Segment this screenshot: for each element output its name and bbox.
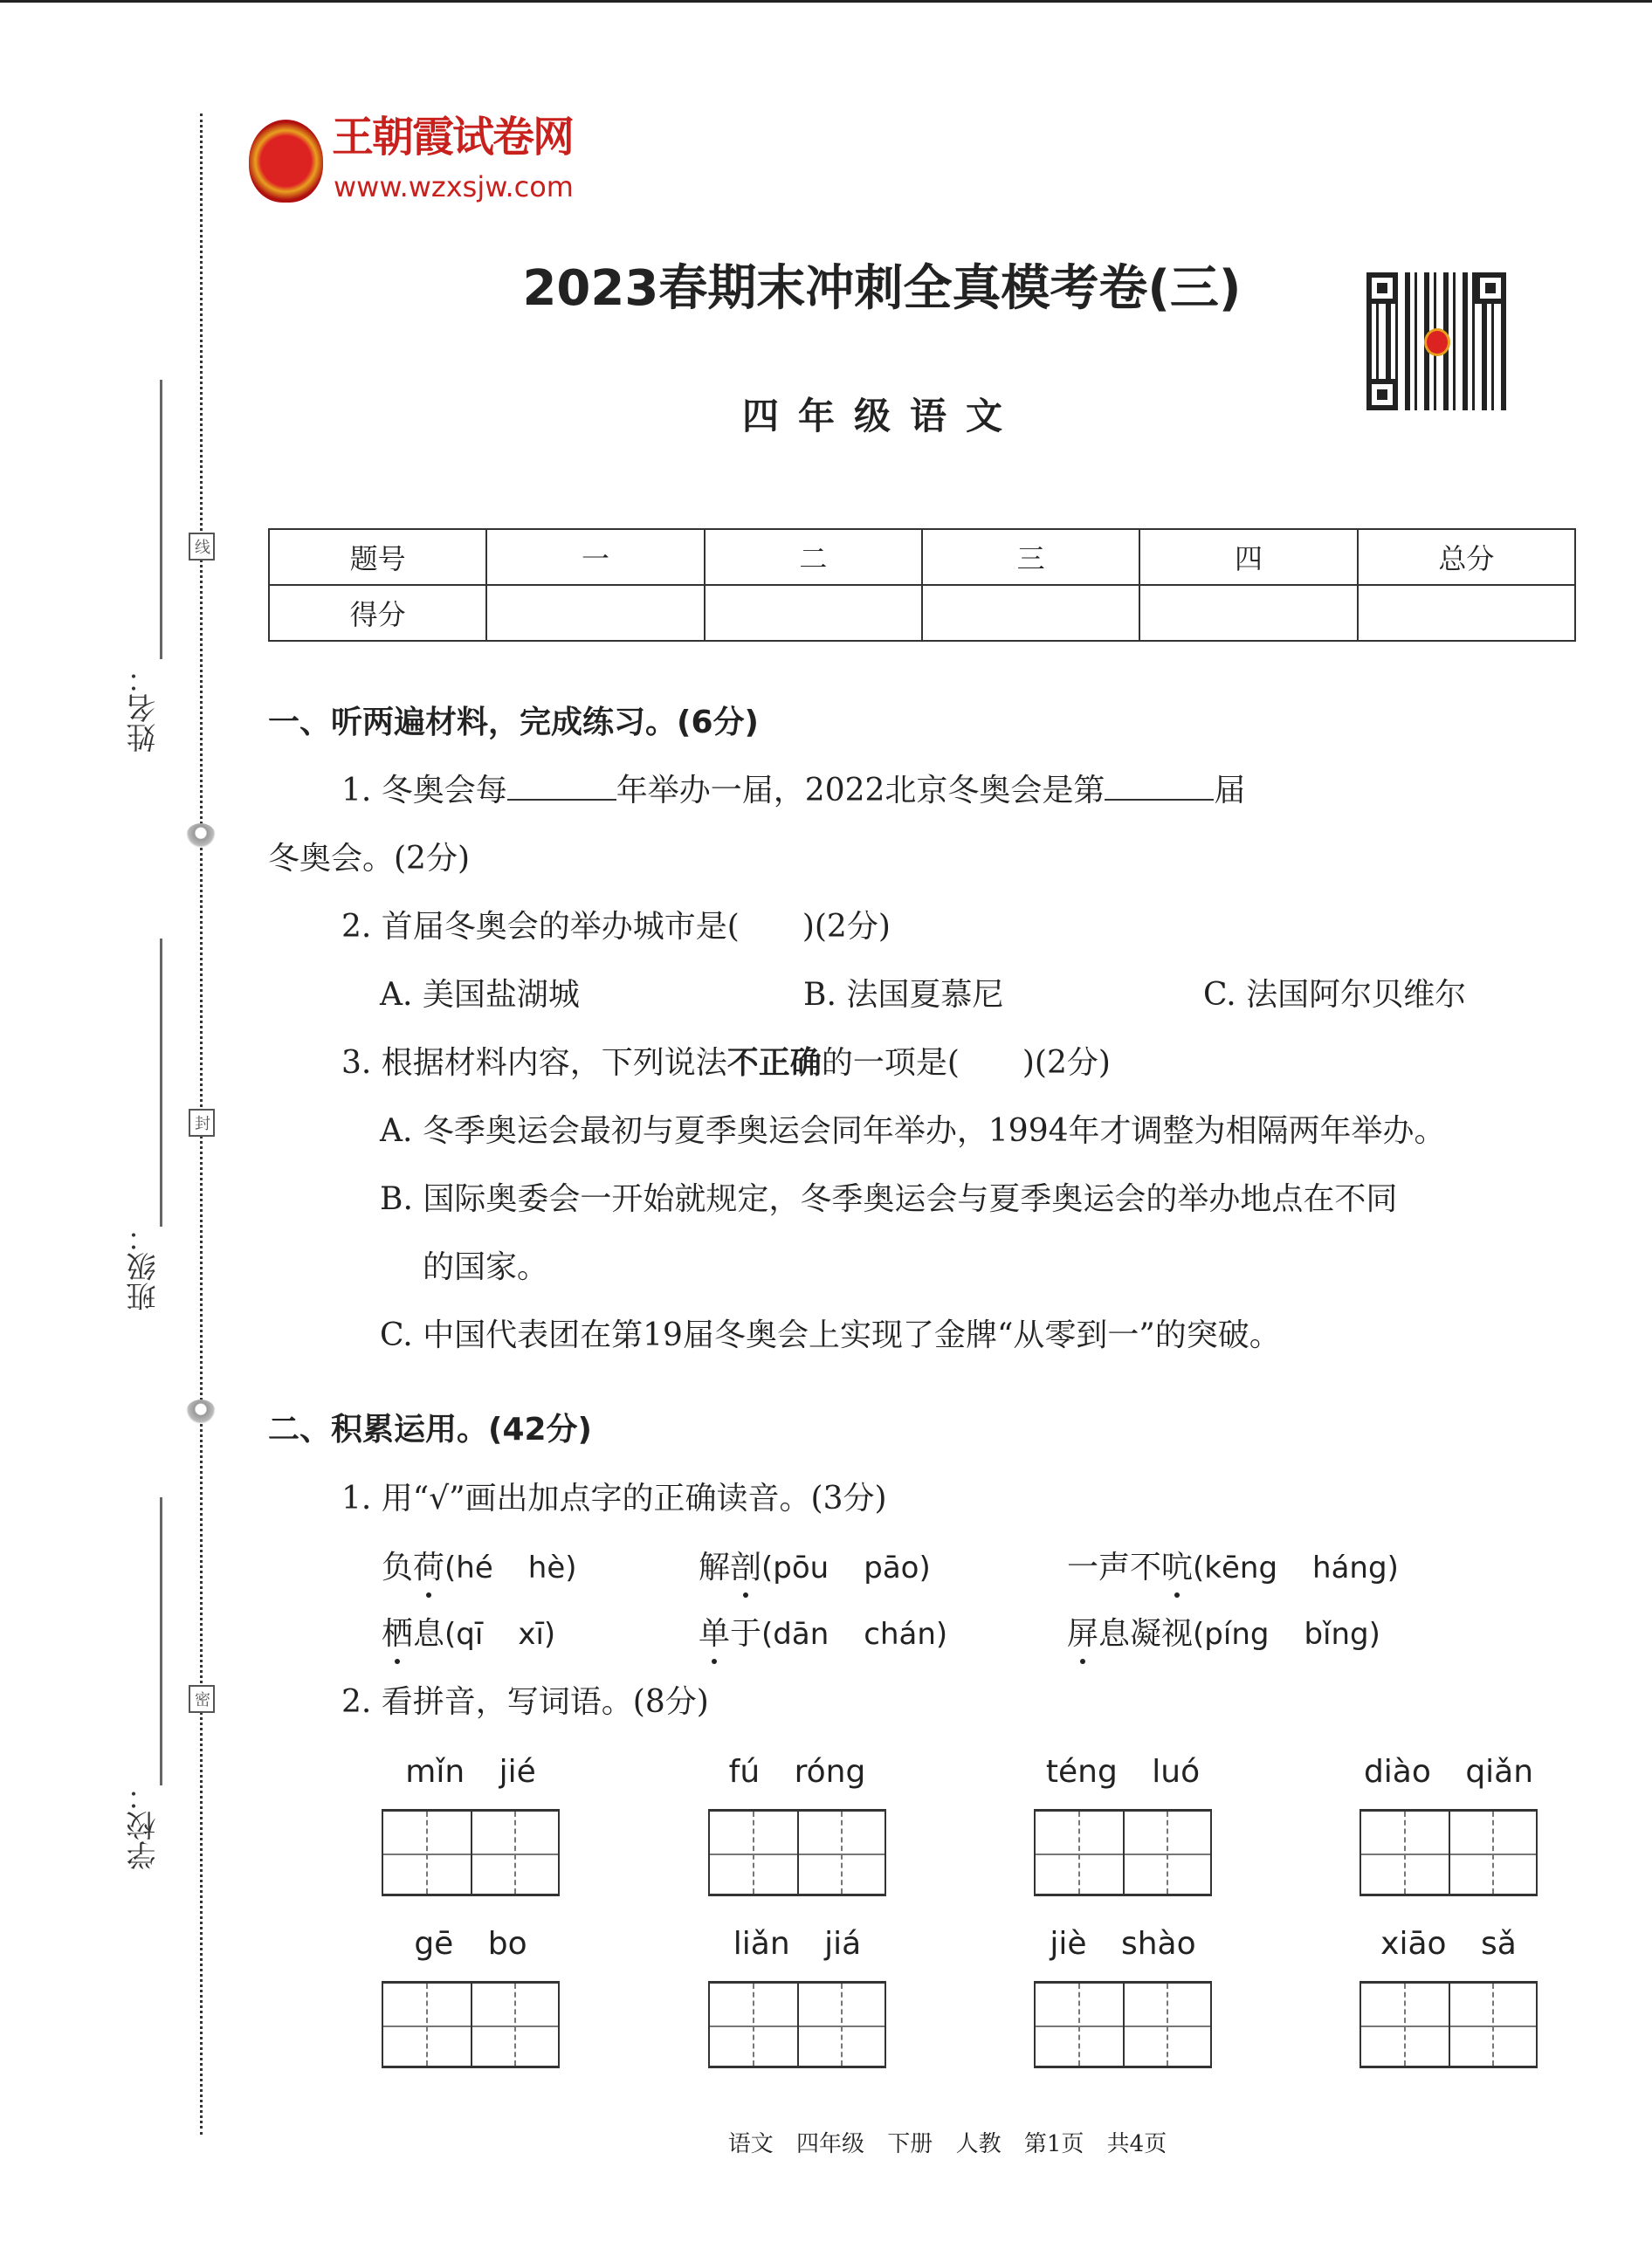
option-c: C. 中国代表团在第19届冬奥会上实现了金牌“从零到一”的突破。 xyxy=(380,1317,1281,1353)
word-pre: 解 xyxy=(699,1550,731,1585)
option-c: C. 法国阿尔贝维尔 xyxy=(1203,977,1467,1013)
dotted-char: 屏 xyxy=(1067,1616,1099,1652)
name-label: 姓名： xyxy=(127,664,162,753)
option-a: A. 美国盐湖城 xyxy=(380,977,580,1013)
school-underline xyxy=(160,1497,162,1785)
answer-blank[interactable] xyxy=(1105,774,1214,801)
word-post: 于 xyxy=(730,1616,762,1652)
pinyin-choice[interactable]: kēng xyxy=(1204,1551,1278,1585)
table-header: 题号 xyxy=(269,529,486,585)
pinyin-label: gē bo xyxy=(414,1926,527,1962)
seal-seal: 封 xyxy=(189,1109,215,1137)
seal-secret: 密 xyxy=(189,1685,215,1713)
pinyin-label: diào qiǎn xyxy=(1363,1754,1534,1790)
word-post: 息 xyxy=(413,1616,445,1652)
s2-q2: 2. 看拼音，写词语。(8分) xyxy=(341,1684,709,1720)
pinyin-label: fú róng xyxy=(728,1754,866,1790)
table-row xyxy=(269,529,1575,585)
reading-item: 负荷(hé hè) xyxy=(382,1550,577,1585)
option-b: B. 国际奥委会一开始就规定，冬季奥运会与夏季奥运会的举办地点在不同 xyxy=(380,1181,1398,1217)
writing-grid[interactable] xyxy=(1359,1981,1538,2068)
text: 届 xyxy=(1214,773,1246,808)
text: 的一项是( )(2分) xyxy=(821,1045,1111,1081)
pinyin-label: xiāo sǎ xyxy=(1380,1926,1517,1962)
s1-q1 xyxy=(341,772,1245,810)
subtitle: 四年级语文 xyxy=(741,395,1022,437)
dotted-char: 剖 xyxy=(730,1550,762,1585)
pinyin-choice[interactable]: pōu xyxy=(773,1551,829,1585)
word-pre: 负 xyxy=(382,1550,414,1585)
score-cell[interactable] xyxy=(486,585,704,641)
seal-line: 线 xyxy=(189,533,215,561)
dotted-char: 吭 xyxy=(1161,1550,1194,1585)
pinyin-label: mǐn jié xyxy=(405,1754,536,1790)
option-b-cont: 的国家。 xyxy=(423,1249,549,1285)
class-underline xyxy=(160,939,162,1227)
pinyin-label: jiè shào xyxy=(1050,1926,1196,1962)
pinyin-choice[interactable]: hè xyxy=(527,1551,566,1585)
score-cell[interactable] xyxy=(1139,585,1357,641)
table-header: 二 xyxy=(705,529,922,585)
writing-grid[interactable] xyxy=(1034,1809,1212,1896)
pinyin-choice[interactable]: bǐng xyxy=(1304,1617,1369,1652)
pinyin-choice[interactable]: háng xyxy=(1312,1551,1387,1585)
option-a: A. 冬季奥运会最初与夏季奥运会同年举办，1994年才调整为相隔两年举办。 xyxy=(380,1113,1446,1149)
score-cell[interactable] xyxy=(1358,585,1575,641)
qr-code-icon xyxy=(1366,272,1506,410)
dotted-char: 单 xyxy=(699,1616,731,1652)
reading-item: 解剖(pōu pāo) xyxy=(699,1550,931,1585)
text: 1. 冬奥会每 xyxy=(341,773,507,808)
reading-item: 单于(dān chán) xyxy=(699,1616,948,1652)
text: 3. 根据材料内容，下列说法 xyxy=(341,1045,727,1081)
swirl-icon xyxy=(186,823,216,848)
text: 年举办一届，2022北京冬奥会是第 xyxy=(616,773,1105,808)
pinyin-choice[interactable]: dān xyxy=(773,1617,829,1652)
emphasis: 不正确 xyxy=(726,1045,822,1081)
writing-grid[interactable] xyxy=(382,1809,560,1896)
s1-q3 xyxy=(341,1044,1111,1083)
writing-grid[interactable] xyxy=(1359,1809,1538,1896)
reading-item: 栖息(qī xī) xyxy=(382,1616,556,1652)
pinyin-choice[interactable]: hé xyxy=(456,1551,493,1585)
section-2-heading: 二、积累运用。(42分) xyxy=(268,1412,593,1448)
section-1-heading: 一、听两遍材料，完成练习。(6分) xyxy=(268,705,759,740)
row-label: 得分 xyxy=(269,585,486,641)
dotted-char: 荷 xyxy=(413,1550,445,1585)
reading-item: 屏息凝视(píng bǐng) xyxy=(1067,1616,1380,1652)
writing-grid[interactable] xyxy=(382,1981,560,2068)
table-header: 一 xyxy=(486,529,704,585)
table-row xyxy=(269,585,1575,641)
page-title: 2023春期末冲刺全真模考卷(三) xyxy=(522,260,1242,317)
option-b: B. 法国夏慕尼 xyxy=(803,977,1004,1013)
s2-q1: 1. 用“√”画出加点字的正确读音。(3分) xyxy=(341,1481,887,1517)
score-cell[interactable] xyxy=(922,585,1139,641)
logo-url[interactable]: www.wzxsjw.com xyxy=(334,170,574,203)
logo-name: 王朝霞试卷网 xyxy=(332,113,574,162)
top-border xyxy=(0,0,1652,3)
swirl-icon xyxy=(186,1400,216,1424)
logo-badge-icon xyxy=(249,120,323,203)
table-header: 四 xyxy=(1139,529,1357,585)
table-header: 三 xyxy=(922,529,1139,585)
page-footer: 语文 四年级 下册 人教 第1页 共4页 xyxy=(727,2131,1167,2157)
school-label: 学校： xyxy=(127,1781,162,1870)
pinyin-choice[interactable]: xī xyxy=(518,1617,544,1652)
pinyin-label: téng luó xyxy=(1045,1754,1201,1790)
pinyin-choice[interactable]: qī xyxy=(456,1617,484,1652)
pinyin-choice[interactable]: píng xyxy=(1204,1617,1270,1652)
class-label: 班级： xyxy=(127,1222,162,1311)
pinyin-label: liǎn jiá xyxy=(733,1926,862,1962)
s1-q2: 2. 首届冬奥会的举办城市是( )(2分) xyxy=(341,909,891,945)
score-cell[interactable] xyxy=(705,585,922,641)
table-header: 总分 xyxy=(1358,529,1575,585)
pinyin-choice[interactable]: pāo xyxy=(864,1551,919,1585)
answer-blank[interactable] xyxy=(507,774,616,801)
word-pre: 一声不 xyxy=(1067,1550,1162,1585)
word-post: 息凝视 xyxy=(1098,1616,1194,1652)
pinyin-choice[interactable]: chán xyxy=(864,1617,936,1652)
reading-item: 一声不吭(kēng háng) xyxy=(1067,1550,1399,1585)
score-table xyxy=(268,528,1576,642)
s1-q1-cont: 冬奥会。(2分) xyxy=(268,841,470,877)
writing-grid[interactable] xyxy=(708,1809,886,1896)
writing-grid[interactable] xyxy=(708,1981,886,2068)
writing-grid[interactable] xyxy=(1034,1981,1212,2068)
dotted-char: 栖 xyxy=(382,1616,414,1652)
